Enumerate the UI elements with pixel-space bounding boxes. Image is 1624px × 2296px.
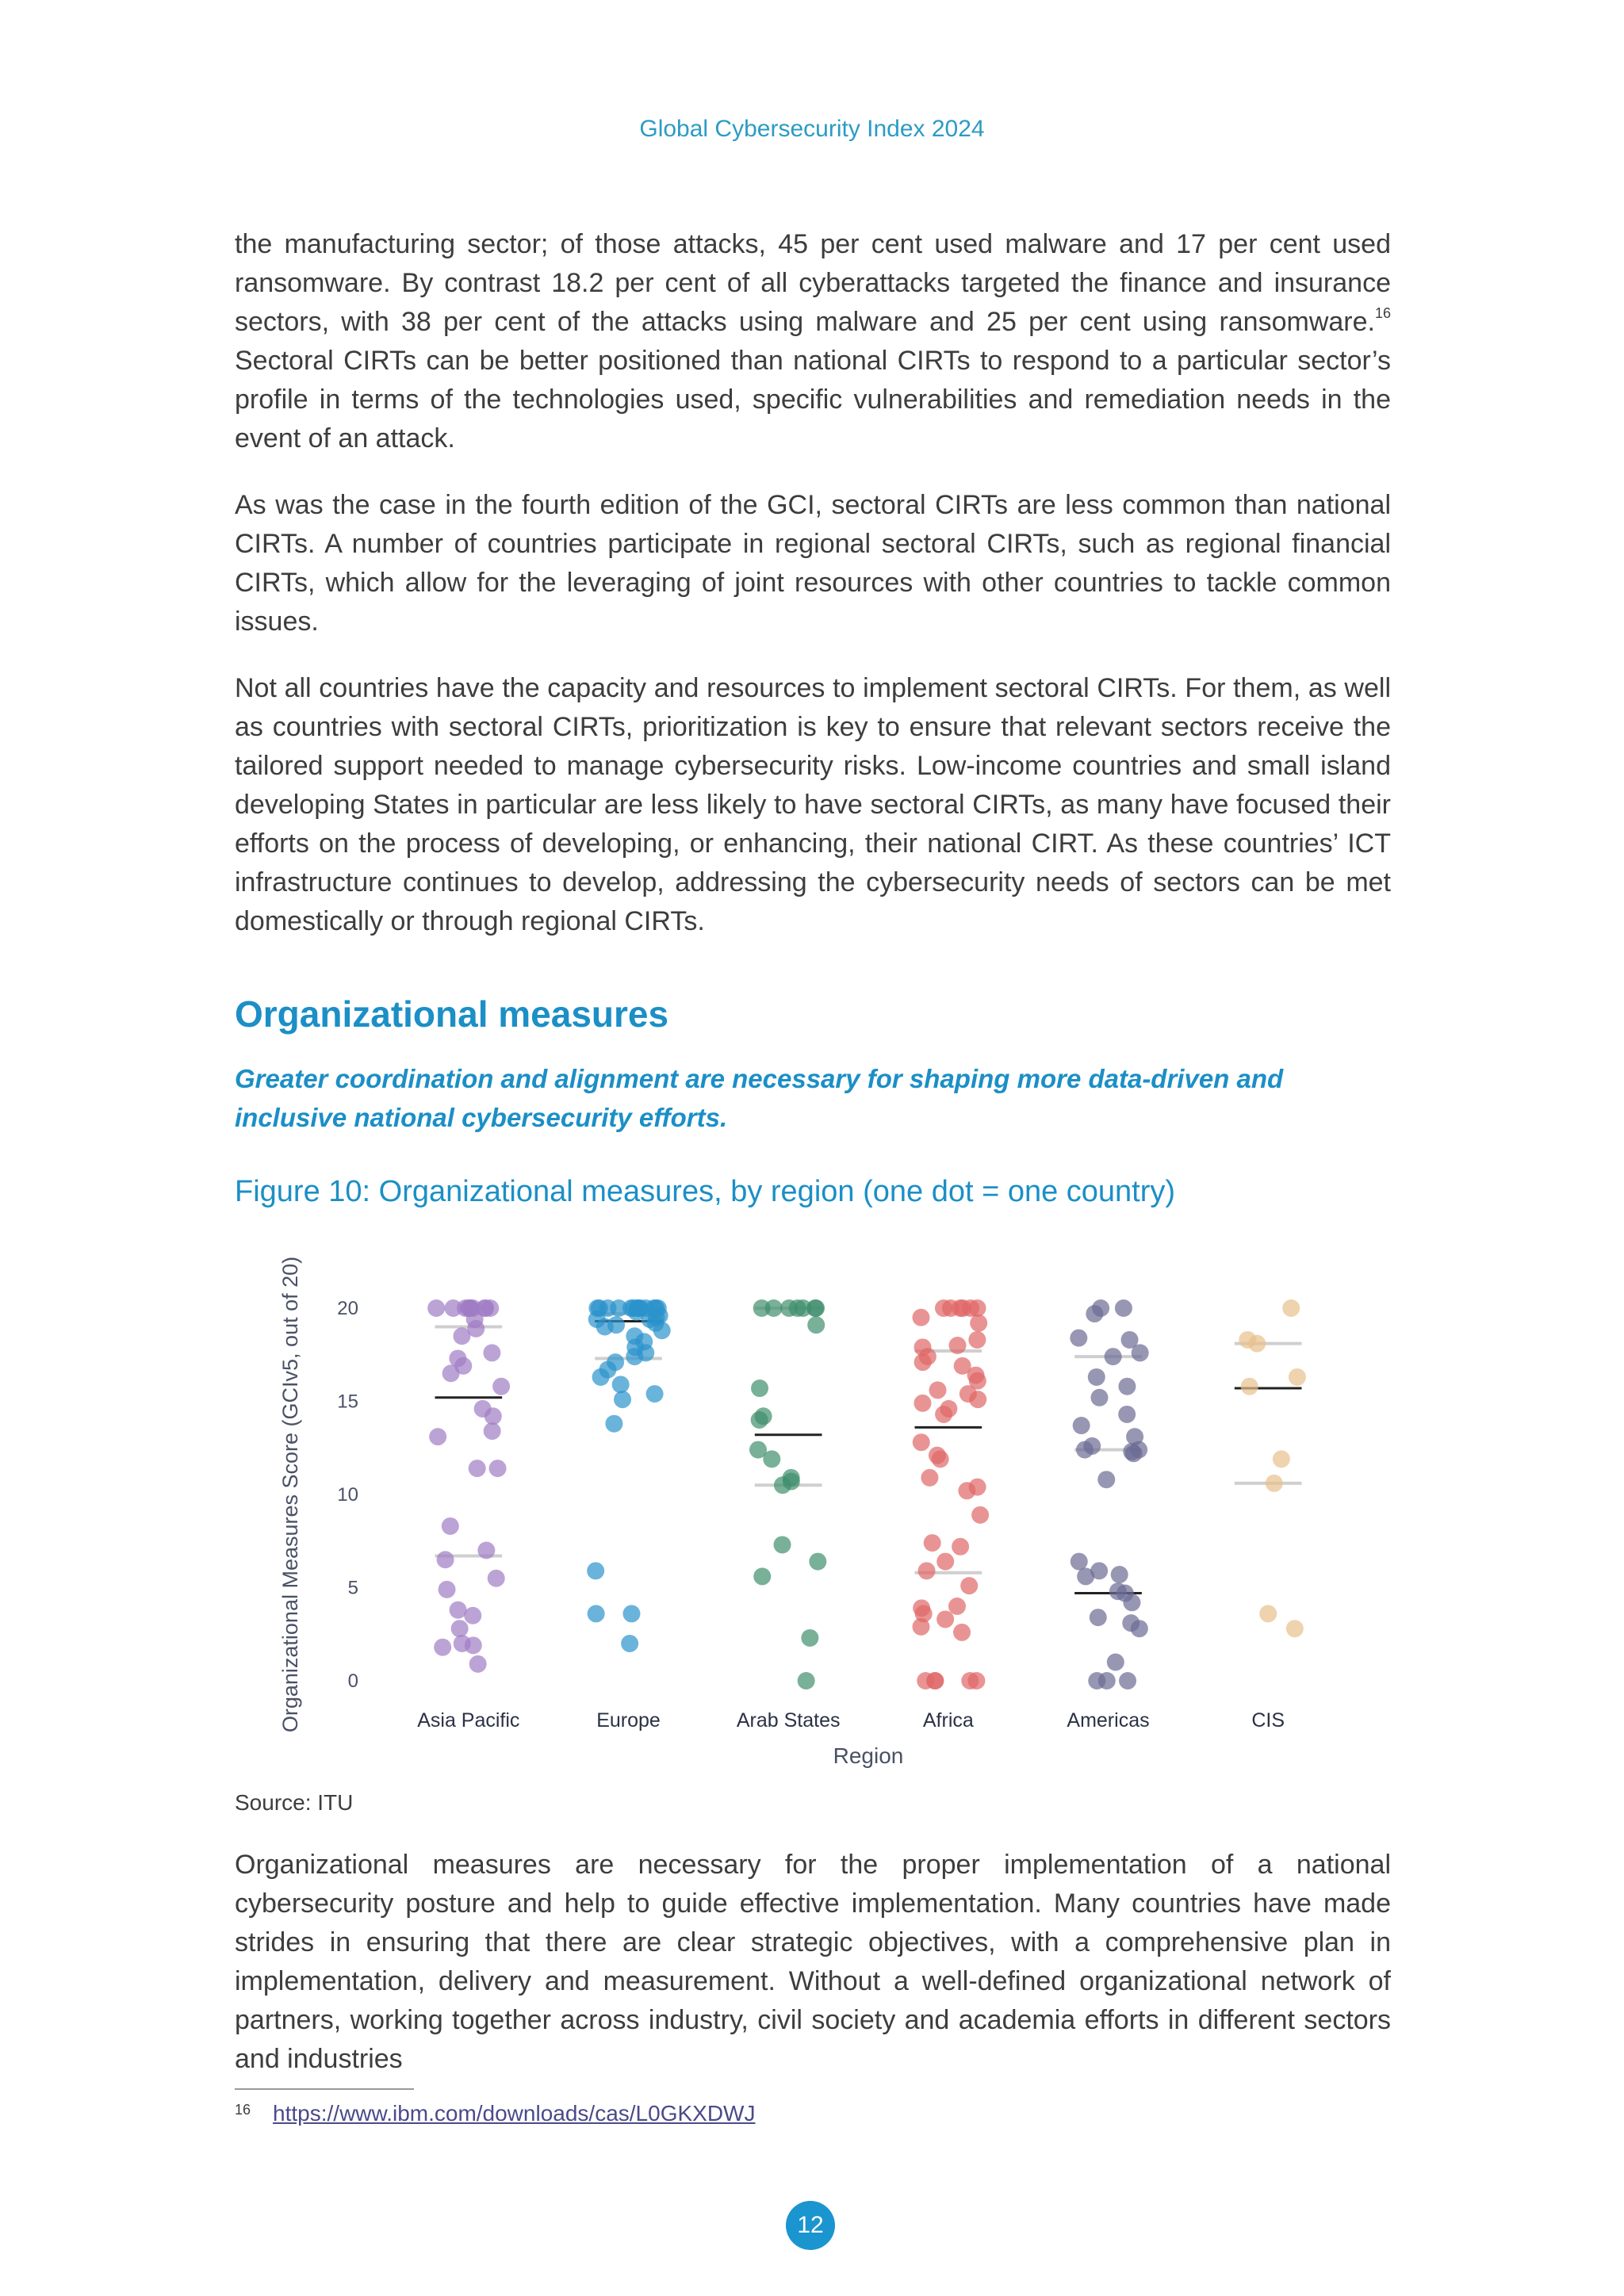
x-tick-label: CIS (1251, 1709, 1285, 1732)
data-point (626, 1348, 643, 1365)
data-point (477, 1542, 495, 1559)
footnote-divider (235, 2088, 414, 2090)
data-point (427, 1299, 445, 1317)
data-point (605, 1415, 622, 1433)
data-point (936, 1610, 954, 1628)
data-point (1086, 1305, 1103, 1322)
data-point (1118, 1378, 1136, 1395)
data-point (948, 1598, 966, 1615)
data-point (1125, 1445, 1143, 1462)
data-point (465, 1636, 482, 1654)
footnote (235, 2101, 1391, 2126)
data-point (1076, 1441, 1094, 1459)
x-tick-label: Americas (1067, 1709, 1150, 1732)
data-point (1119, 1672, 1136, 1689)
data-point (434, 1639, 451, 1656)
data-point (592, 1368, 610, 1386)
data-point (932, 1450, 949, 1468)
data-point (1248, 1335, 1266, 1353)
data-point (968, 1331, 986, 1349)
data-point (970, 1314, 987, 1332)
x-tick-label: Asia Pacific (417, 1709, 520, 1732)
footnote-link[interactable]: https://www.ibm.com/downloads/cas/L0GKXDWJ (273, 2101, 756, 2126)
data-point (1123, 1594, 1140, 1611)
y-axis-label: Organizational Measures Score (GCIv5, out of 20) (278, 1256, 302, 1733)
data-point (949, 1337, 967, 1354)
data-point (809, 1553, 826, 1571)
x-tick-label: Arab States (736, 1709, 841, 1732)
body-paragraph-3: Not all countries have the capacity and resources to implement sectoral CIRTs. For them, as well as countries with sectoral CIRTs, prioritization is key to ensure that relevant sectors receive the tailored support needed to manage cybersecurity risks. Low-income countries and small island developing States in particular are less likely to have sectoral CIRTs, as many have focused their efforts on the process of developing, or enhancing, their national CIRT. As these countries’ ICT infrastructure continues to develop, addressing the cybersecurity needs of sectors can be met domestically or through regional CIRTs. (235, 673, 1391, 936)
body-paragraph-1-text-cont: Sectoral CIRTs can be better positioned than national CIRTs to respond to a particular sector’s profile in terms of the technologies used, specific vulnerabilities and remediation needs in the event of an attack. (235, 346, 1391, 453)
data-point (464, 1607, 481, 1624)
data-point (1111, 1566, 1128, 1583)
data-point (969, 1391, 986, 1408)
data-point (1282, 1299, 1300, 1317)
data-point (489, 1460, 507, 1477)
data-point (612, 1376, 630, 1393)
data-point (442, 1364, 460, 1382)
data-point (621, 1635, 638, 1652)
data-point (913, 1309, 930, 1326)
body-paragraph-4: Organizational measures are necessary for the proper implementation of a national cybersecurity posture and help to guide effective implementation. Many countries have made strides in ensuring that there are clear strategic objectives, with a comprehensive plan in implementation, delivery and measurement. Without a well-defined organizational network of partners, working together across industry, civil society and academia efforts in different sectors and industries (235, 1850, 1391, 2074)
data-point (960, 1577, 978, 1594)
data-point (429, 1428, 446, 1445)
data-point (1071, 1553, 1088, 1571)
data-point (1132, 1344, 1149, 1361)
data-point (971, 1506, 989, 1524)
data-point (469, 1460, 486, 1477)
y-tick-label: 20 (337, 1298, 358, 1319)
body-paragraph-2: As was the case in the fourth edition of the GCI, sectoral CIRTs are less common than national CIRTs. A number of countries participate in regional sectoral CIRTs, such as regional financial CIRTs, which allow for the leveraging of joint resources with other countries to tackle common issues. (235, 490, 1391, 637)
data-point (918, 1562, 936, 1579)
data-point (445, 1299, 462, 1317)
data-point (765, 1299, 783, 1317)
section-title: Organizational measures (235, 993, 669, 1035)
data-point (774, 1476, 791, 1494)
data-point (1118, 1406, 1136, 1423)
data-point (1097, 1471, 1115, 1488)
data-point (935, 1299, 952, 1317)
data-point (596, 1318, 614, 1336)
y-tick-label: 10 (337, 1484, 358, 1506)
data-point (1289, 1368, 1306, 1386)
running-header: Global Cybersecurity Index 2024 (639, 116, 985, 142)
footnote-reference[interactable]: 16 (1374, 304, 1391, 321)
data-point (751, 1411, 768, 1429)
data-point (439, 1581, 456, 1598)
data-point (1073, 1417, 1090, 1434)
data-point (492, 1378, 510, 1395)
data-point (935, 1406, 952, 1423)
data-point (622, 1605, 640, 1622)
data-point (806, 1299, 824, 1317)
data-point (1266, 1475, 1283, 1492)
data-point (1105, 1348, 1122, 1365)
data-point (1115, 1299, 1132, 1317)
data-point (1107, 1654, 1124, 1671)
data-point (488, 1570, 505, 1587)
data-point (1273, 1450, 1290, 1468)
data-point (1070, 1330, 1087, 1347)
data-point (483, 1344, 500, 1361)
data-point (774, 1536, 791, 1553)
data-point (913, 1433, 930, 1451)
section-lead: Greater coordination and alignment are necessary for shaping more data-driven and inclusive national cybersecurity efforts. (235, 1064, 1284, 1132)
data-point (967, 1672, 985, 1689)
data-point (952, 1299, 969, 1317)
data-point (924, 1534, 941, 1552)
x-tick-label: Europe (596, 1709, 661, 1732)
data-point (917, 1672, 934, 1689)
body-paragraph-1 (235, 225, 1391, 458)
data-point (789, 1299, 806, 1317)
x-axis-label: Region (833, 1743, 904, 1768)
data-point (453, 1327, 470, 1345)
data-point (1131, 1620, 1148, 1637)
data-point (1090, 1609, 1107, 1626)
data-point (807, 1316, 825, 1334)
data-point (484, 1422, 501, 1440)
data-point (1090, 1389, 1108, 1406)
data-point (751, 1380, 768, 1397)
data-point (451, 1620, 469, 1637)
data-point (798, 1672, 815, 1689)
data-point (958, 1482, 975, 1499)
data-point (1088, 1368, 1105, 1386)
y-tick-label: 0 (347, 1670, 358, 1692)
data-point (437, 1551, 454, 1568)
data-point (936, 1553, 954, 1571)
y-tick-label: 15 (337, 1391, 358, 1413)
data-point (952, 1538, 969, 1556)
data-point (953, 1624, 971, 1641)
figure-title: Figure 10: Organizational measures, by region (one dot = one country) (235, 1175, 1176, 1208)
body-paragraph-1-text: the manufacturing sector; of those attacks, 45 per cent used malware and 17 per cent used ransomware. By contrast 18.2 per cent of all cyberattacks targeted the finance and insurance sectors, with 38 per cent of the attacks using malware and 25 per cent using ransomware. (235, 229, 1391, 337)
data-point (1241, 1378, 1258, 1395)
data-point (1098, 1672, 1116, 1689)
data-point (588, 1605, 605, 1622)
data-point (763, 1450, 780, 1468)
data-point (929, 1381, 947, 1399)
data-point (469, 1655, 487, 1673)
data-point (801, 1629, 818, 1647)
data-point (587, 1562, 604, 1579)
data-point (1077, 1567, 1094, 1585)
strip-chart (270, 1229, 1364, 1776)
data-point (1286, 1620, 1304, 1637)
figure-source: Source: ITU (235, 1790, 354, 1815)
x-tick-label: Africa (922, 1709, 974, 1732)
data-point (921, 1469, 938, 1487)
data-point (442, 1517, 459, 1535)
data-point (914, 1395, 931, 1412)
data-point (653, 1322, 671, 1339)
data-point (646, 1385, 664, 1402)
data-point (1259, 1605, 1277, 1622)
page-number-badge: 12 (786, 2201, 835, 2250)
data-point (913, 1618, 930, 1636)
data-point (753, 1567, 771, 1585)
data-point (914, 1353, 932, 1371)
data-point (614, 1391, 631, 1408)
data-point (485, 1407, 502, 1425)
y-tick-label: 5 (347, 1577, 358, 1599)
footnote-number: 16 (235, 2102, 251, 2118)
